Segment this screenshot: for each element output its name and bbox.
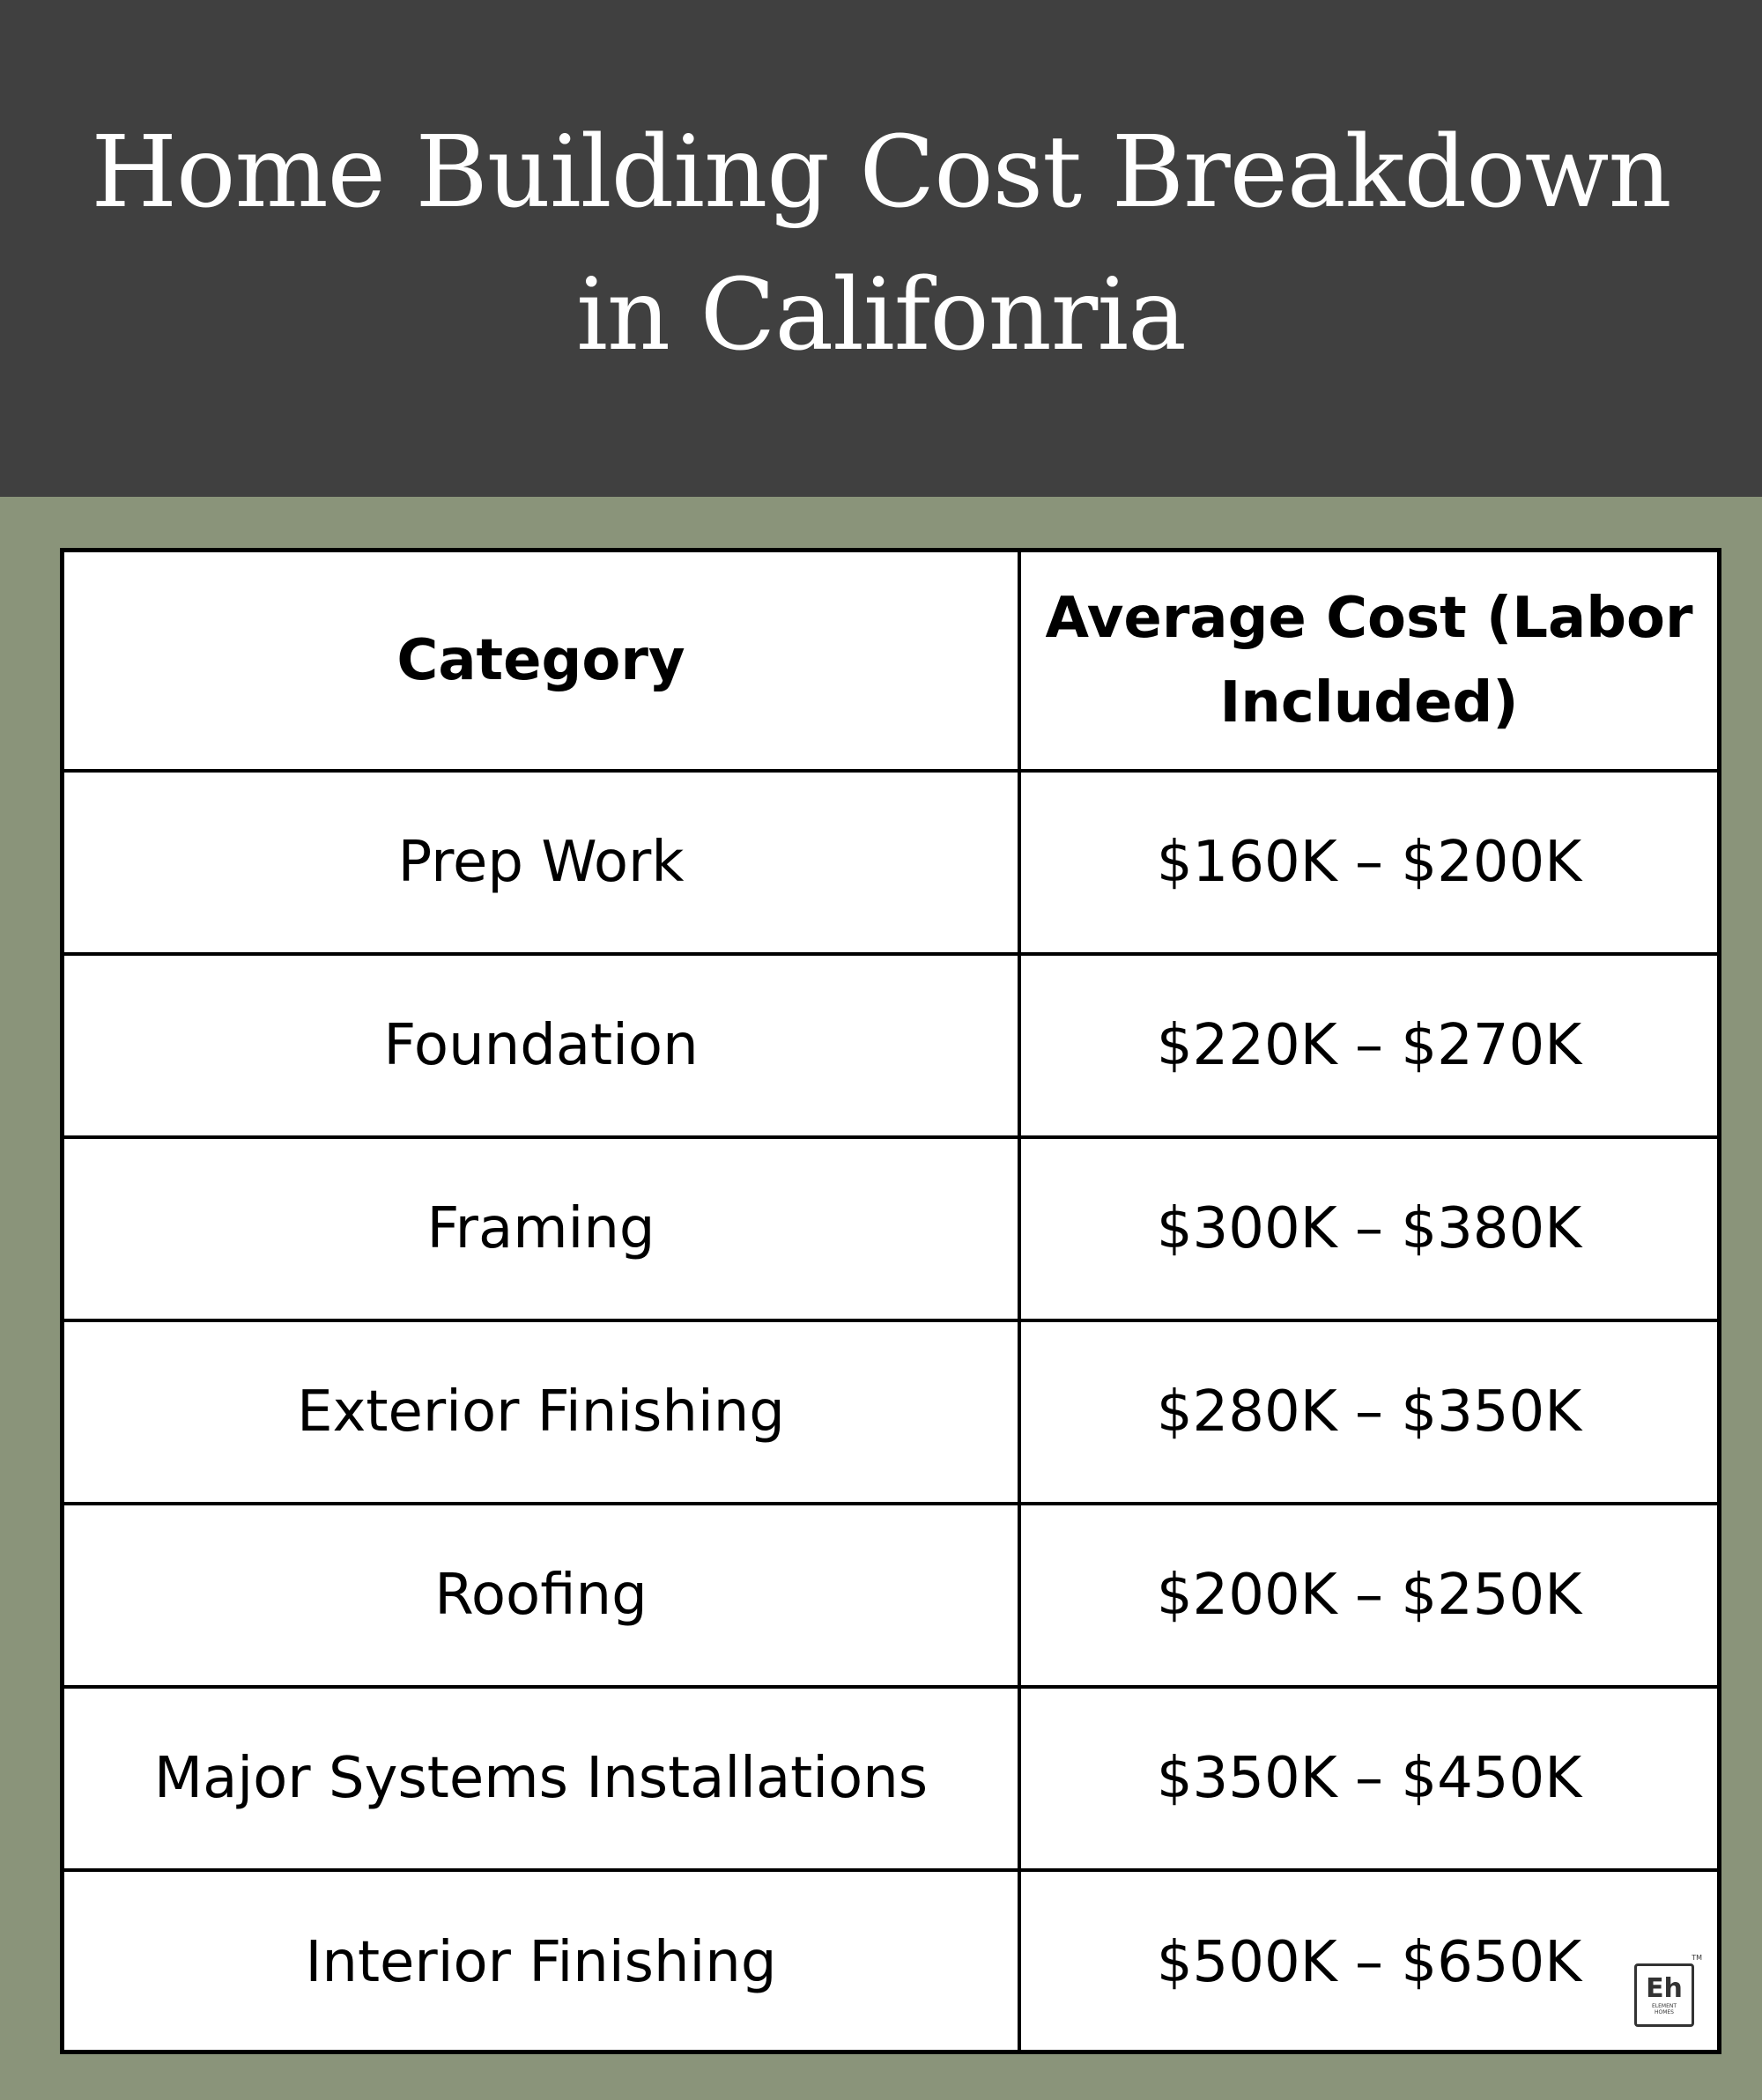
category-cell: Major Systems Installations [64,1687,1019,1870]
page-title: Home Building Cost Breakdown in Califonria [91,115,1671,373]
element-homes-logo [1634,1954,1702,2027]
logo-mark: Eh [1646,1973,1683,2004]
logo-line-2: HOMES [1654,2009,1674,2015]
cost-cell: $220K – $270K [1019,954,1717,1137]
table-row [64,1137,1717,1320]
cost-cell: $350K – $450K [1019,1687,1717,1870]
table-row [64,954,1717,1137]
table-header-row [64,552,1717,771]
table-row [64,771,1717,954]
category-cell: Interior Finishing [64,1870,1019,2053]
cost-cell: $500K – $650K [1019,1870,1717,2053]
logo-line-1: ELEMENT [1651,2003,1677,2009]
cost-cell: $200K – $250K [1019,1504,1717,1687]
category-cell: Framing [64,1137,1019,1320]
column-header-category: Category [64,552,1019,771]
table-row [64,1870,1717,2053]
cost-table-container [60,548,1721,2054]
category-cell: Roofing [64,1504,1019,1687]
table-row [64,1687,1717,1870]
cost-cell: $300K – $380K [1019,1137,1717,1320]
table-row [64,1320,1717,1504]
cost-cell: $280K – $350K [1019,1320,1717,1504]
category-cell: Foundation [64,954,1019,1137]
category-cell: Prep Work [64,771,1019,954]
trademark-mark: TM [1692,1954,1702,1962]
cost-table [64,552,1717,2053]
header-banner [0,0,1762,497]
cost-cell: $160K – $200K [1019,771,1717,954]
table-row [64,1504,1717,1687]
category-cell: Exterior Finishing [64,1320,1019,1504]
column-header-average-cost: Average Cost (Labor Included) [1019,552,1717,771]
